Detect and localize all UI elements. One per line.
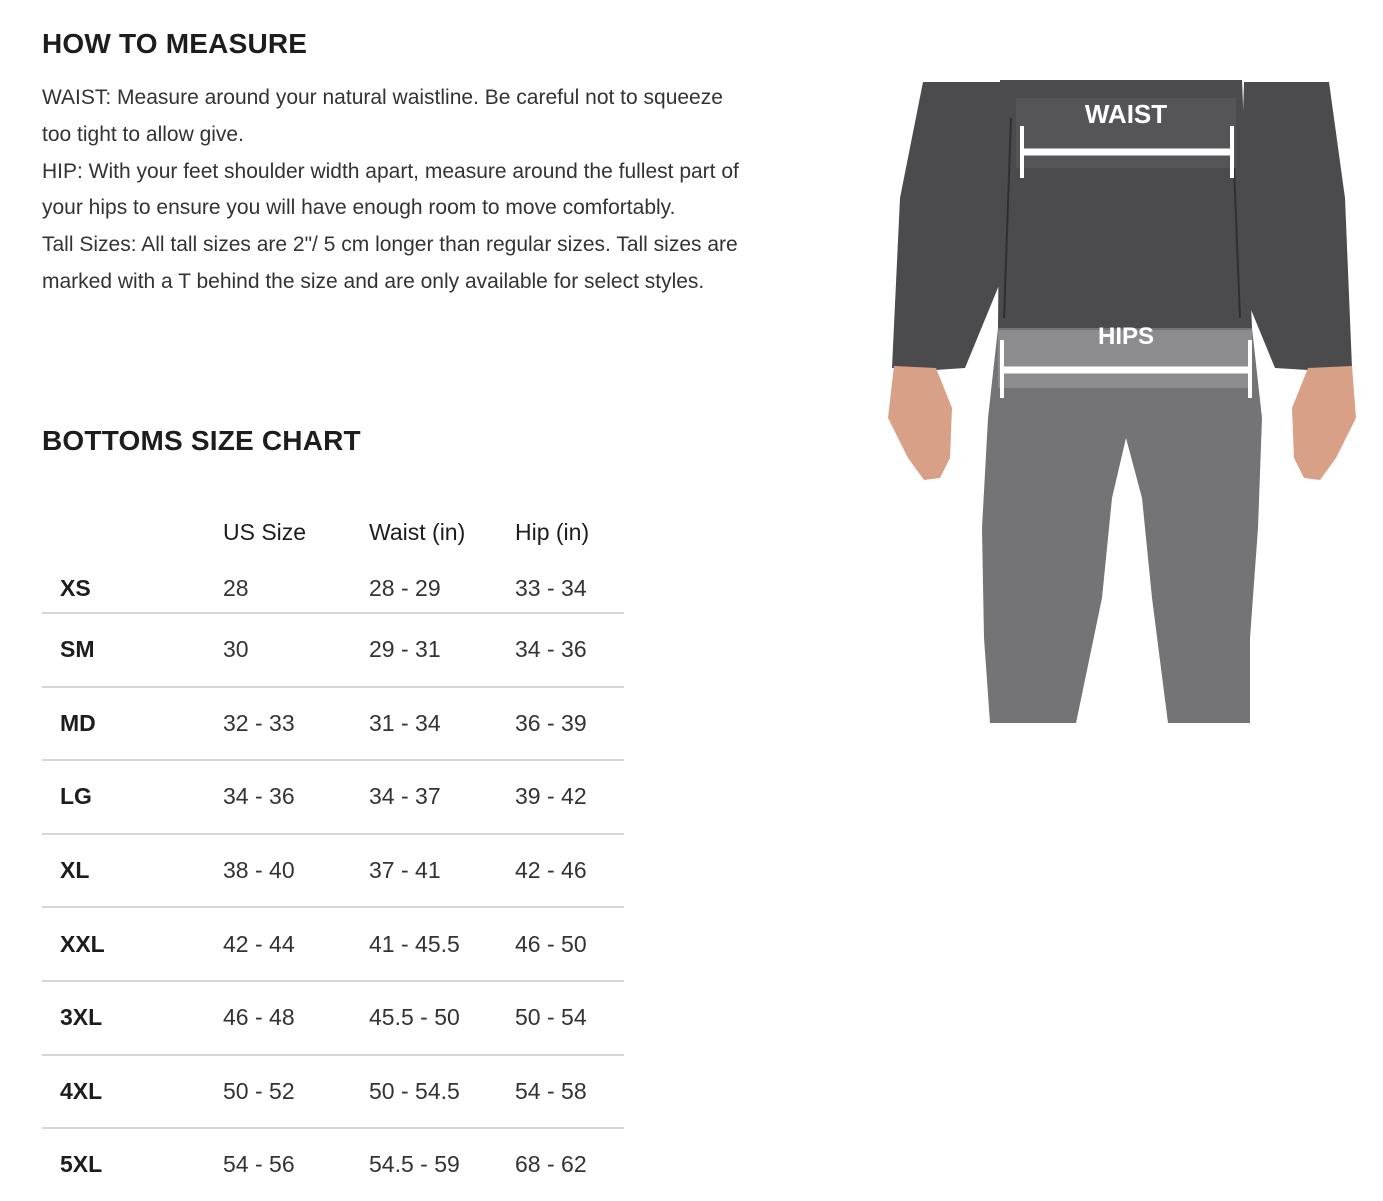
header-waist: Waist (in) xyxy=(369,518,466,545)
hip-cell: 46 - 50 xyxy=(515,930,587,957)
us-size-cell: 42 - 44 xyxy=(223,930,295,957)
table-row xyxy=(42,760,624,834)
hips-label: HIPS xyxy=(1097,323,1155,350)
hip-cell: 68 - 62 xyxy=(515,1151,587,1178)
size-cell: 5XL xyxy=(60,1151,103,1178)
waist-cell: 34 - 37 xyxy=(369,783,441,810)
size-cell: MD xyxy=(60,709,96,736)
tall-sizes-instruction: Tall Sizes: All tall sizes are 2"/ 5 cm longer than regular sizes. Tall sizes are marked with a T behind the size and are only available for select styles. xyxy=(42,233,738,293)
waist-cell: 28 - 29 xyxy=(369,574,441,601)
table-row xyxy=(42,1055,624,1129)
us-size-cell: 38 - 40 xyxy=(223,857,295,884)
size-cell: LG xyxy=(60,783,92,810)
us-size-cell: 32 - 33 xyxy=(223,709,295,736)
hip-instruction: HIP: With your feet shoulder width apart, measure around the fullest part of your hips to ensure you will have enough room to move comfortably. xyxy=(42,159,739,220)
waist-cell: 37 - 41 xyxy=(369,857,441,884)
us-size-cell: 28 xyxy=(223,574,249,601)
table-row xyxy=(42,687,624,761)
hip-cell: 33 - 34 xyxy=(515,574,587,601)
waist-cell: 29 - 31 xyxy=(369,636,441,663)
how-to-measure-title: HOW TO MEASURE xyxy=(42,28,308,59)
us-size-cell: 50 - 52 xyxy=(223,1077,295,1104)
waist-cell: 50 - 54.5 xyxy=(369,1077,460,1104)
table-row xyxy=(42,907,624,981)
left-sleeve xyxy=(892,82,1012,370)
header-hip: Hip (in) xyxy=(515,518,590,545)
header-us-size: US Size xyxy=(223,518,307,545)
us-size-cell: 34 - 36 xyxy=(223,783,295,810)
us-size-cell: 46 - 48 xyxy=(223,1004,295,1031)
waist-cell: 54.5 - 59 xyxy=(369,1151,460,1178)
size-cell: XXL xyxy=(60,930,105,957)
size-chart-table xyxy=(42,500,624,1201)
bottoms-size-chart-title: BOTTOMS SIZE CHART xyxy=(42,425,361,456)
measure-instructions xyxy=(42,80,742,301)
left-hand xyxy=(888,366,952,480)
table-row xyxy=(42,613,624,687)
hip-cell: 36 - 39 xyxy=(515,709,587,736)
us-size-cell: 30 xyxy=(223,636,249,663)
size-cell: XL xyxy=(60,857,90,884)
waist-instruction: WAIST: Measure around your natural waistline. Be careful not to squeeze too tight to allow give. xyxy=(42,86,723,146)
us-size-cell: 54 - 56 xyxy=(223,1151,295,1178)
hip-cell: 54 - 58 xyxy=(515,1077,587,1104)
table-row xyxy=(42,564,624,613)
table-row xyxy=(42,981,624,1055)
hip-cell: 50 - 54 xyxy=(515,1004,587,1031)
waist-label: WAIST xyxy=(1084,99,1168,129)
measurement-figure xyxy=(880,78,1360,728)
size-cell: 3XL xyxy=(60,1004,103,1031)
table-row xyxy=(42,834,624,908)
size-cell: SM xyxy=(60,636,95,663)
size-cell: XS xyxy=(60,574,91,601)
hip-cell: 42 - 46 xyxy=(515,857,587,884)
hip-cell: 34 - 36 xyxy=(515,636,587,663)
body-illustration xyxy=(880,78,1360,728)
size-cell: 4XL xyxy=(60,1077,103,1104)
header-size xyxy=(42,500,223,564)
hip-cell: 39 - 42 xyxy=(515,783,587,810)
right-hand xyxy=(1292,366,1356,480)
waist-cell: 45.5 - 50 xyxy=(369,1004,460,1031)
waist-cell: 41 - 45.5 xyxy=(369,930,460,957)
right-sleeve xyxy=(1238,82,1352,370)
waist-cell: 31 - 34 xyxy=(369,709,441,736)
table-header-row xyxy=(42,500,624,564)
table-row xyxy=(42,1128,624,1201)
